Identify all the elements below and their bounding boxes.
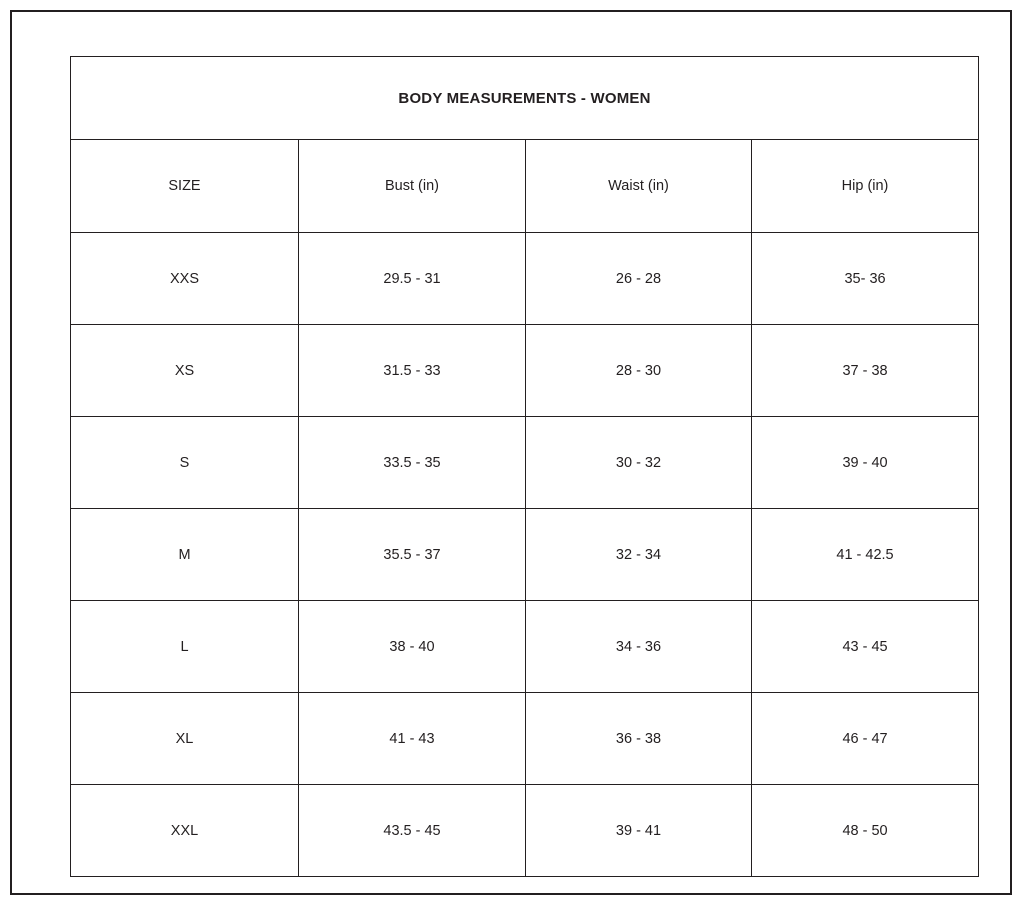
- table-row: [71, 601, 979, 693]
- cell-waist: 36 - 38: [526, 693, 752, 785]
- table-row: [71, 509, 979, 601]
- table-row: [71, 233, 979, 325]
- cell-waist: 34 - 36: [526, 601, 752, 693]
- cell-bust: 31.5 - 33: [299, 325, 526, 417]
- page-title: BODY MEASUREMENTS - WOMEN: [71, 57, 979, 140]
- cell-bust: 35.5 - 37: [299, 509, 526, 601]
- cell-bust: 33.5 - 35: [299, 417, 526, 509]
- cell-hip: 35- 36: [752, 233, 979, 325]
- size-chart-container: [70, 56, 978, 868]
- cell-size: L: [71, 601, 299, 693]
- cell-size: S: [71, 417, 299, 509]
- cell-hip: 37 - 38: [752, 325, 979, 417]
- cell-bust: 29.5 - 31: [299, 233, 526, 325]
- cell-size: XXL: [71, 785, 299, 877]
- cell-size: XS: [71, 325, 299, 417]
- cell-waist: 32 - 34: [526, 509, 752, 601]
- cell-size: XL: [71, 693, 299, 785]
- table-row: [71, 325, 979, 417]
- cell-hip: 39 - 40: [752, 417, 979, 509]
- cell-waist: 26 - 28: [526, 233, 752, 325]
- column-header-bust: Bust (in): [299, 140, 526, 233]
- cell-bust: 43.5 - 45: [299, 785, 526, 877]
- column-header-waist: Waist (in): [526, 140, 752, 233]
- cell-hip: 43 - 45: [752, 601, 979, 693]
- table-header-row: [71, 140, 979, 233]
- cell-size: M: [71, 509, 299, 601]
- cell-waist: 30 - 32: [526, 417, 752, 509]
- column-header-size: SIZE: [71, 140, 299, 233]
- cell-hip: 41 - 42.5: [752, 509, 979, 601]
- column-header-hip: Hip (in): [752, 140, 979, 233]
- table-row: [71, 693, 979, 785]
- table-title-row: [71, 57, 979, 140]
- page-border: [10, 10, 1012, 895]
- table-row: [71, 417, 979, 509]
- body-measurements-table: [70, 56, 979, 877]
- cell-hip: 48 - 50: [752, 785, 979, 877]
- cell-waist: 39 - 41: [526, 785, 752, 877]
- table-row: [71, 785, 979, 877]
- cell-hip: 46 - 47: [752, 693, 979, 785]
- cell-bust: 41 - 43: [299, 693, 526, 785]
- cell-waist: 28 - 30: [526, 325, 752, 417]
- cell-bust: 38 - 40: [299, 601, 526, 693]
- cell-size: XXS: [71, 233, 299, 325]
